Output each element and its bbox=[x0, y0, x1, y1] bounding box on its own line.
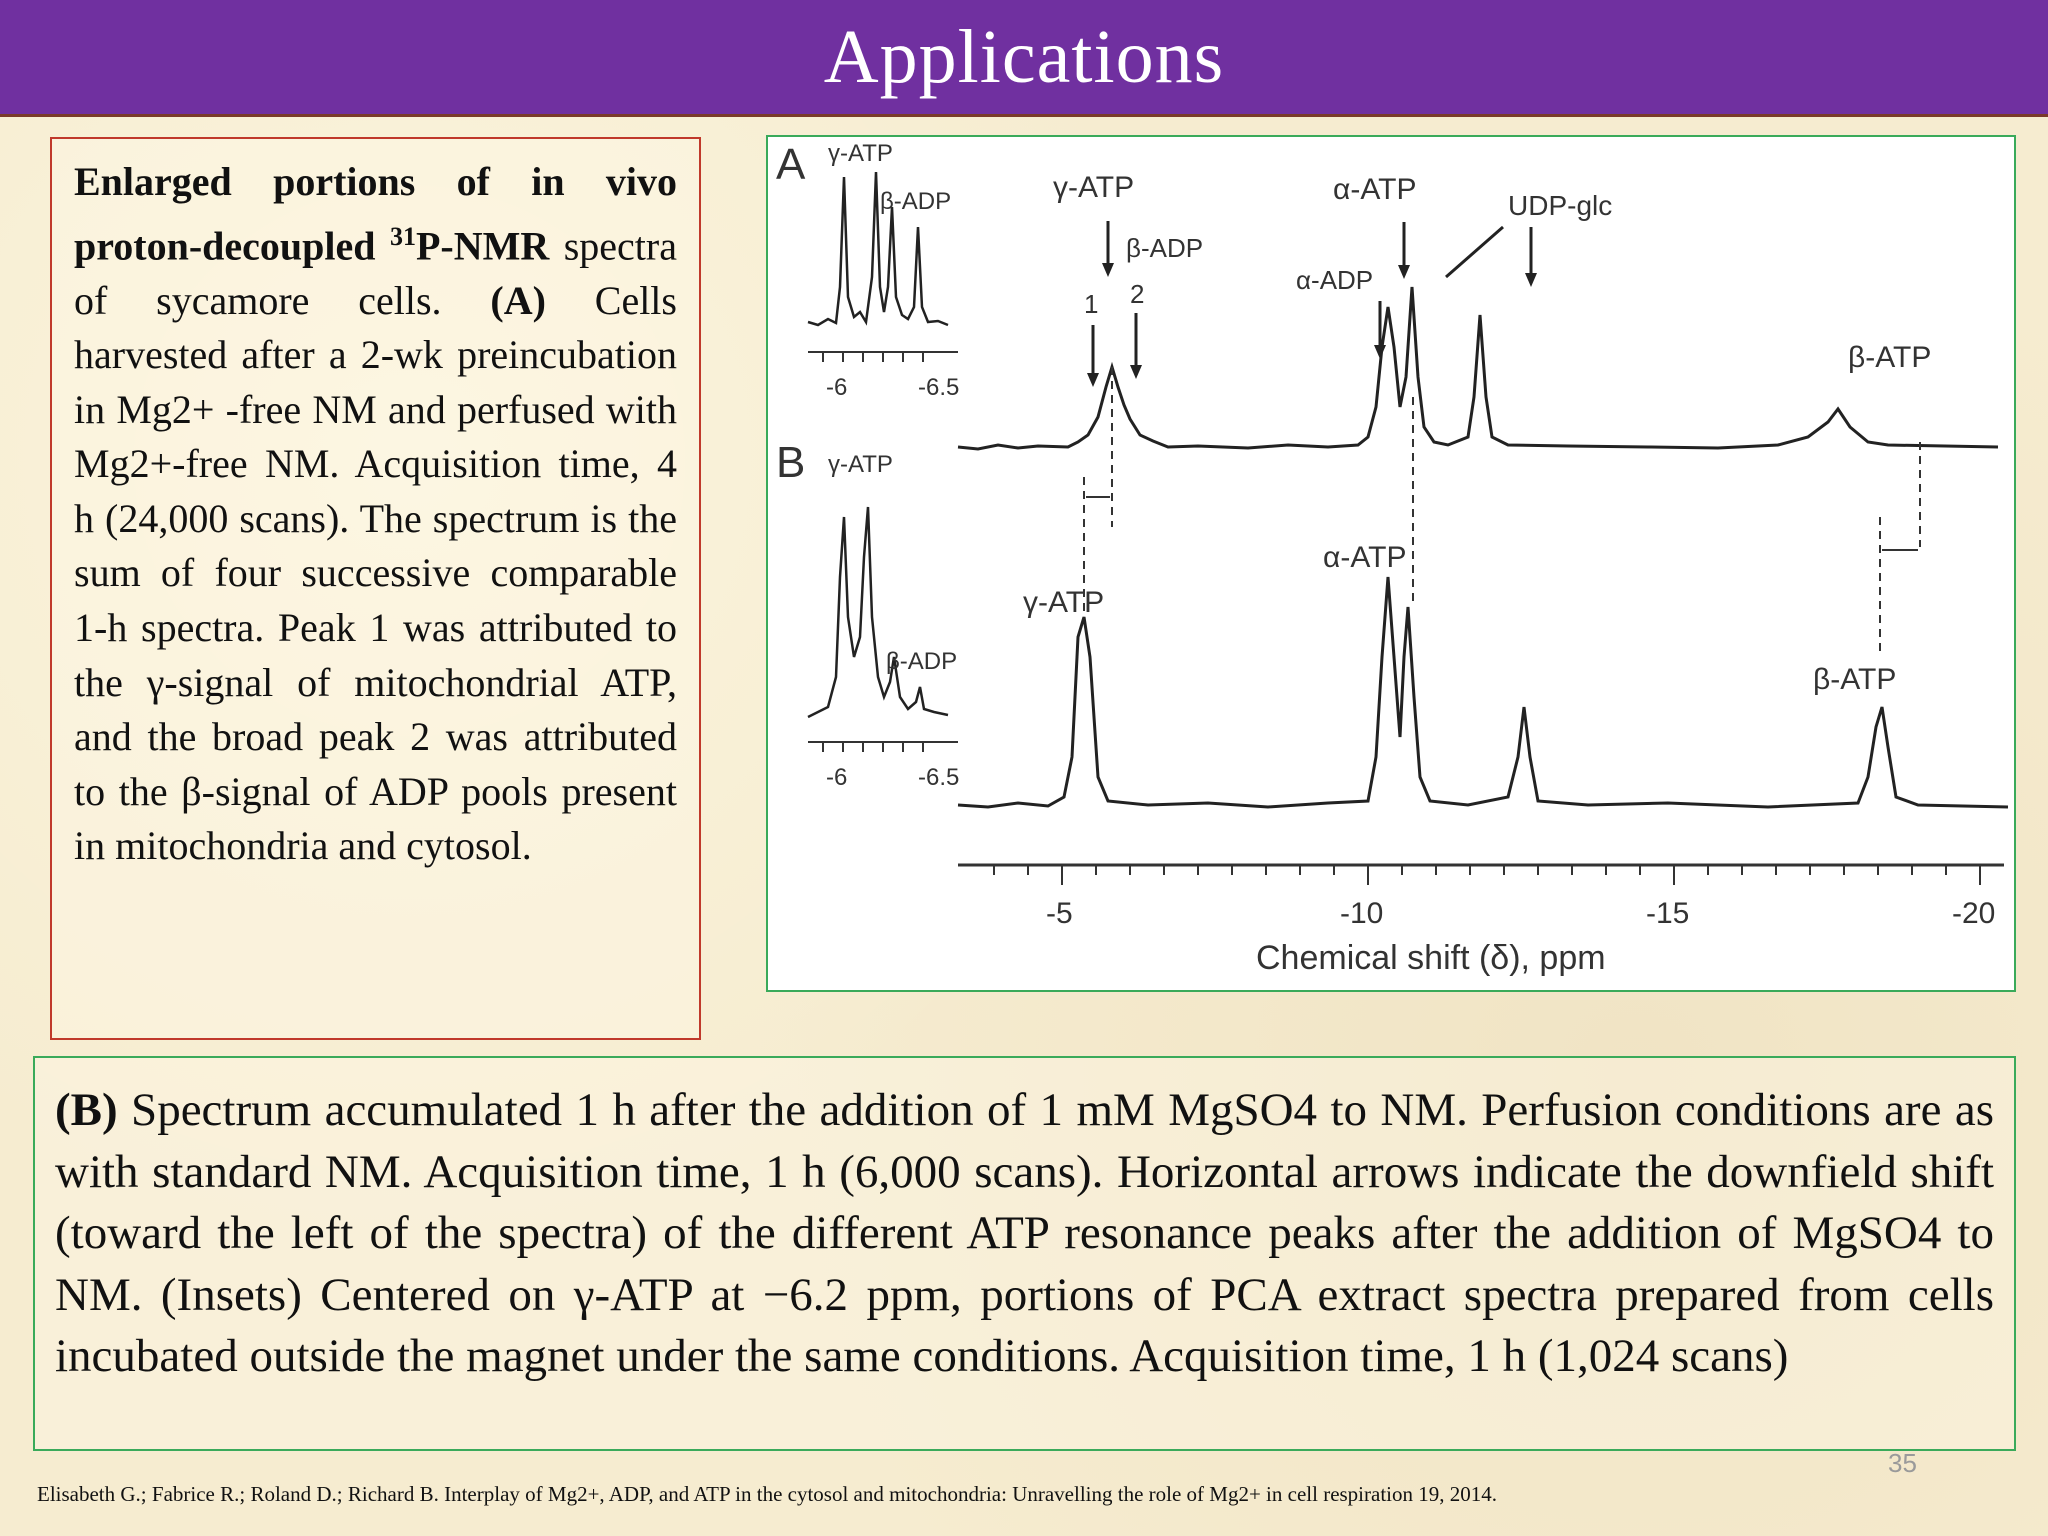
caption-bold-b: (B) bbox=[55, 1084, 118, 1136]
panel-b-letter: B bbox=[776, 438, 806, 487]
label-b-beta-atp: β-ATP bbox=[1813, 663, 1897, 696]
caption-text-2: Cells harvested after a 2-wk preincubation in Mg2+ -free NM and perfused with Mg2+-free NM. Acquisition time, 4 h (24,000 scans). The spectrum is the sum of four successive comparable 1-h spectra. Peak 1 was attributed to the γ-signal of mitochondrial ATP, and the broad peak 2 was attributed to the β-signal of ADP pools present in mitochondria and cytosol. bbox=[74, 277, 677, 869]
x-tick-label-15: -15 bbox=[1646, 897, 1690, 930]
label-peak-1: 1 bbox=[1084, 289, 1099, 319]
title-bar bbox=[0, 0, 2048, 117]
bottom-caption-body: Spectrum accumulated 1 h after the addition of 1 mM MgSO4 to NM. Perfusion conditions are as with standard NM. Acquisition time, 1 h (6,000 scans). Horizontal arrows indicate the downfield shift (toward the left of the spectra) of the different ATP resonance peaks after the addition of MgSO4 to NM. (Insets) Centered on γ-ATP at −6.2 ppm, portions of PCA extract spectra prepared from cells incubated outside the magnet under the same conditions. Acquisition time, 1 h (1,024 scans) bbox=[55, 1084, 1994, 1382]
spectrum-a-trace bbox=[958, 287, 1998, 449]
caption-superscript: 31 bbox=[389, 221, 416, 251]
inset-b-tick-right: -6.5 bbox=[918, 764, 960, 791]
inset-b-beta-adp: β-ADP bbox=[886, 648, 958, 675]
left-caption-text bbox=[74, 155, 677, 874]
caption-bold-a: (A) bbox=[490, 277, 546, 323]
caption-bold-tail: P-NMR bbox=[415, 222, 550, 268]
label-a-alpha-adp: α-ADP bbox=[1296, 265, 1374, 295]
caption-bold-lead: Enlarged portions of in vivo proton-decoupled bbox=[74, 159, 677, 268]
bottom-caption-box bbox=[33, 1056, 2016, 1451]
arrowhead-peak-1 bbox=[1087, 373, 1099, 387]
label-peak-2: 2 bbox=[1130, 279, 1145, 309]
inset-b-spectrum bbox=[808, 507, 948, 717]
panel-a-letter: A bbox=[776, 140, 806, 189]
inset-a-tick-left: -6 bbox=[826, 374, 848, 401]
inset-b-gamma-atp: γ-ATP bbox=[828, 451, 893, 478]
inset-b-tick-left: -6 bbox=[826, 764, 848, 791]
shift-guides bbox=[1084, 367, 1920, 657]
label-udp-glc: UDP-glc bbox=[1508, 190, 1613, 221]
x-tick-label-5: -5 bbox=[1046, 897, 1073, 930]
citation: Elisabeth G.; Fabrice R.; Roland D.; Richard B. Interplay of Mg2+, ADP, and ATP in the cytosol and mitochondria: Unravelling the role of Mg2+ in cell respiration 19, 2014. bbox=[37, 1482, 1498, 1506]
nmr-figure bbox=[766, 135, 2016, 992]
x-tick-label-10: -10 bbox=[1340, 897, 1384, 930]
inset-b-ticks bbox=[823, 742, 923, 752]
label-a-gamma-atp: γ-ATP bbox=[1053, 171, 1135, 204]
inset-a-beta-adp: β-ADP bbox=[880, 188, 952, 215]
arrowhead-a-alpha-atp bbox=[1398, 265, 1410, 279]
arrowhead-a-udp-peak bbox=[1525, 273, 1537, 287]
page-number: 35 bbox=[1888, 1448, 1917, 1478]
x-axis-ticks bbox=[994, 865, 1980, 885]
bottom-caption-text bbox=[55, 1080, 1994, 1388]
label-b-gamma-atp: γ-ATP bbox=[1023, 586, 1105, 619]
x-axis-label: Chemical shift (δ), ppm bbox=[1256, 939, 1606, 977]
arrowhead-a-gamma bbox=[1102, 263, 1114, 277]
arrowhead-a-alpha-adp bbox=[1374, 345, 1386, 359]
caption-text-1: spectra of sycamore cells. bbox=[74, 222, 677, 323]
label-a-beta-adp: β-ADP bbox=[1126, 233, 1204, 263]
inset-a-tick-right: -6.5 bbox=[918, 374, 960, 401]
x-tick-label-20: -20 bbox=[1952, 897, 1996, 930]
inset-a-ticks bbox=[823, 352, 923, 362]
inset-a-gamma-atp: γ-ATP bbox=[828, 140, 893, 167]
label-a-alpha-atp: α-ATP bbox=[1333, 173, 1417, 206]
label-b-alpha-atp: α-ATP bbox=[1323, 541, 1407, 574]
label-a-beta-atp: β-ATP bbox=[1848, 341, 1932, 374]
slide-title: Applications bbox=[823, 14, 1225, 99]
nmr-spectra-svg bbox=[768, 137, 2014, 990]
left-caption-box bbox=[50, 137, 701, 1040]
arrow-udp-glc bbox=[1446, 227, 1503, 277]
arrowhead-peak-2 bbox=[1130, 365, 1142, 379]
